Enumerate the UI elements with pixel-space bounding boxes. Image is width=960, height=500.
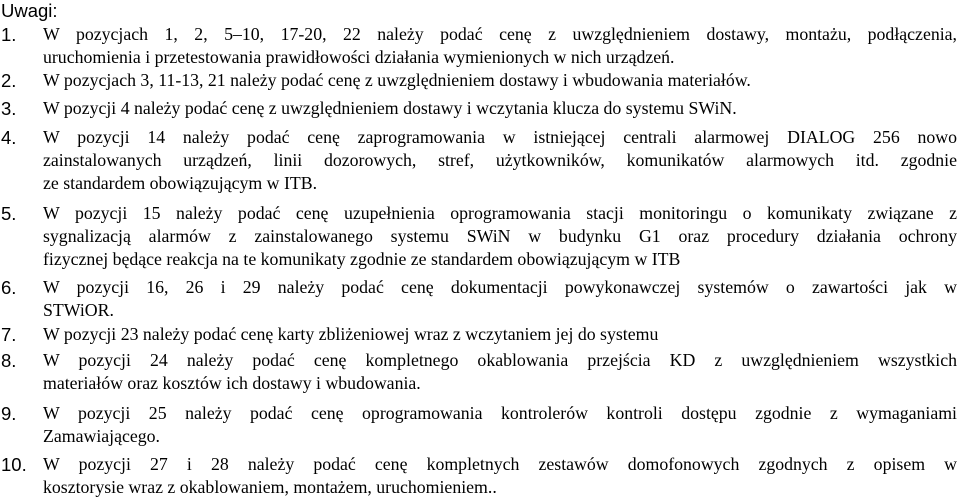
- note-line: fizycznej będące reakcja na te komunikaty zgodnie ze standardem obowiązującym w ITB: [43, 249, 681, 269]
- note-line: W pozycji 23 należy podać cenę karty zbliżeniowej wraz z wczytaniem jej do systemu: [43, 324, 659, 344]
- note-line: W pozycji 4 należy podać cenę z uwzględnieniem dostawy i wczytania klucza do systemu SWiN.: [43, 98, 737, 118]
- note-line: sygnalizacją alarmów z zainstalowanego systemu SWiN w budynku G1 oraz procedury działania ochrony: [43, 226, 957, 246]
- note-text: [43, 23, 957, 69]
- note-line: W pozycji 24 należy podać cenę kompletnego okablowania przejścia KD z uwzględnieniem wszystkich: [43, 350, 957, 370]
- note-line: W pozycjach 1, 2, 5–10, 17-20, 22 należy podać cenę z uwzględnieniem dostawy, montażu, podłączenia,: [43, 24, 957, 44]
- note-line: Zamawiającego.: [43, 426, 160, 446]
- note-line: W pozycji 15 należy podać cenę uzupełnienia oprogramowania stacji monitoringu o komunikaty związane z: [43, 203, 957, 223]
- note-number: 4.: [1, 127, 17, 148]
- note-number: 10.: [1, 454, 27, 475]
- note-line: W pozycjach 3, 11-13, 21 należy podać cenę z uwzględnieniem dostawy i wbudowania materiałów.: [43, 70, 751, 90]
- note-text: [43, 323, 957, 346]
- note-number: 2.: [1, 70, 17, 91]
- note-number: 8.: [1, 350, 17, 371]
- note-number: 1.: [1, 24, 17, 45]
- note-text: [43, 276, 957, 322]
- note-text: [43, 349, 957, 395]
- note-line: kosztorysie wraz z okablowaniem, montażem, uruchomieniem..: [43, 477, 497, 497]
- note-text: [43, 202, 957, 271]
- note-number: 7.: [1, 324, 17, 345]
- note-text: [43, 402, 957, 448]
- note-line: W pozycji 14 należy podać cenę zaprogramowania w istniejącej centrali alarmowej DIALOG 256 nowo: [43, 127, 957, 147]
- note-line: W pozycji 16, 26 i 29 należy podać cenę dokumentacji powykonawczej systemów o zawartości jak w: [43, 277, 957, 297]
- note-line: zainstalowanych urządzeń, linii dozorowych, stref, użytkowników, komunikatów alarmowych itd. zgodnie: [43, 150, 957, 170]
- note-number: 6.: [1, 277, 17, 298]
- note-text: [43, 126, 957, 195]
- note-line: uruchomienia i przetestowania prawidłowości działania wymienionych w nich urządzeń.: [43, 47, 675, 67]
- note-line: ze standardem obowiązującym w ITB.: [43, 173, 318, 193]
- note-line: STWiOR.: [43, 300, 114, 320]
- note-text: [43, 69, 957, 92]
- notes-heading: Uwagi:: [1, 0, 58, 21]
- note-text: [43, 97, 957, 120]
- note-line: W pozycji 27 i 28 należy podać cenę kompletnych zestawów domofonowych zgodnych z opisem w: [43, 454, 957, 474]
- note-number: 9.: [1, 403, 17, 424]
- note-number: 3.: [1, 98, 17, 119]
- note-text: [43, 453, 957, 499]
- note-number: 5.: [1, 203, 17, 224]
- note-line: materiałów oraz kosztów ich dostawy i wbudowania.: [43, 373, 421, 393]
- note-line: W pozycji 25 należy podać cenę oprogramowania kontrolerów kontroli dostępu zgodnie z wymaganiami: [43, 403, 957, 423]
